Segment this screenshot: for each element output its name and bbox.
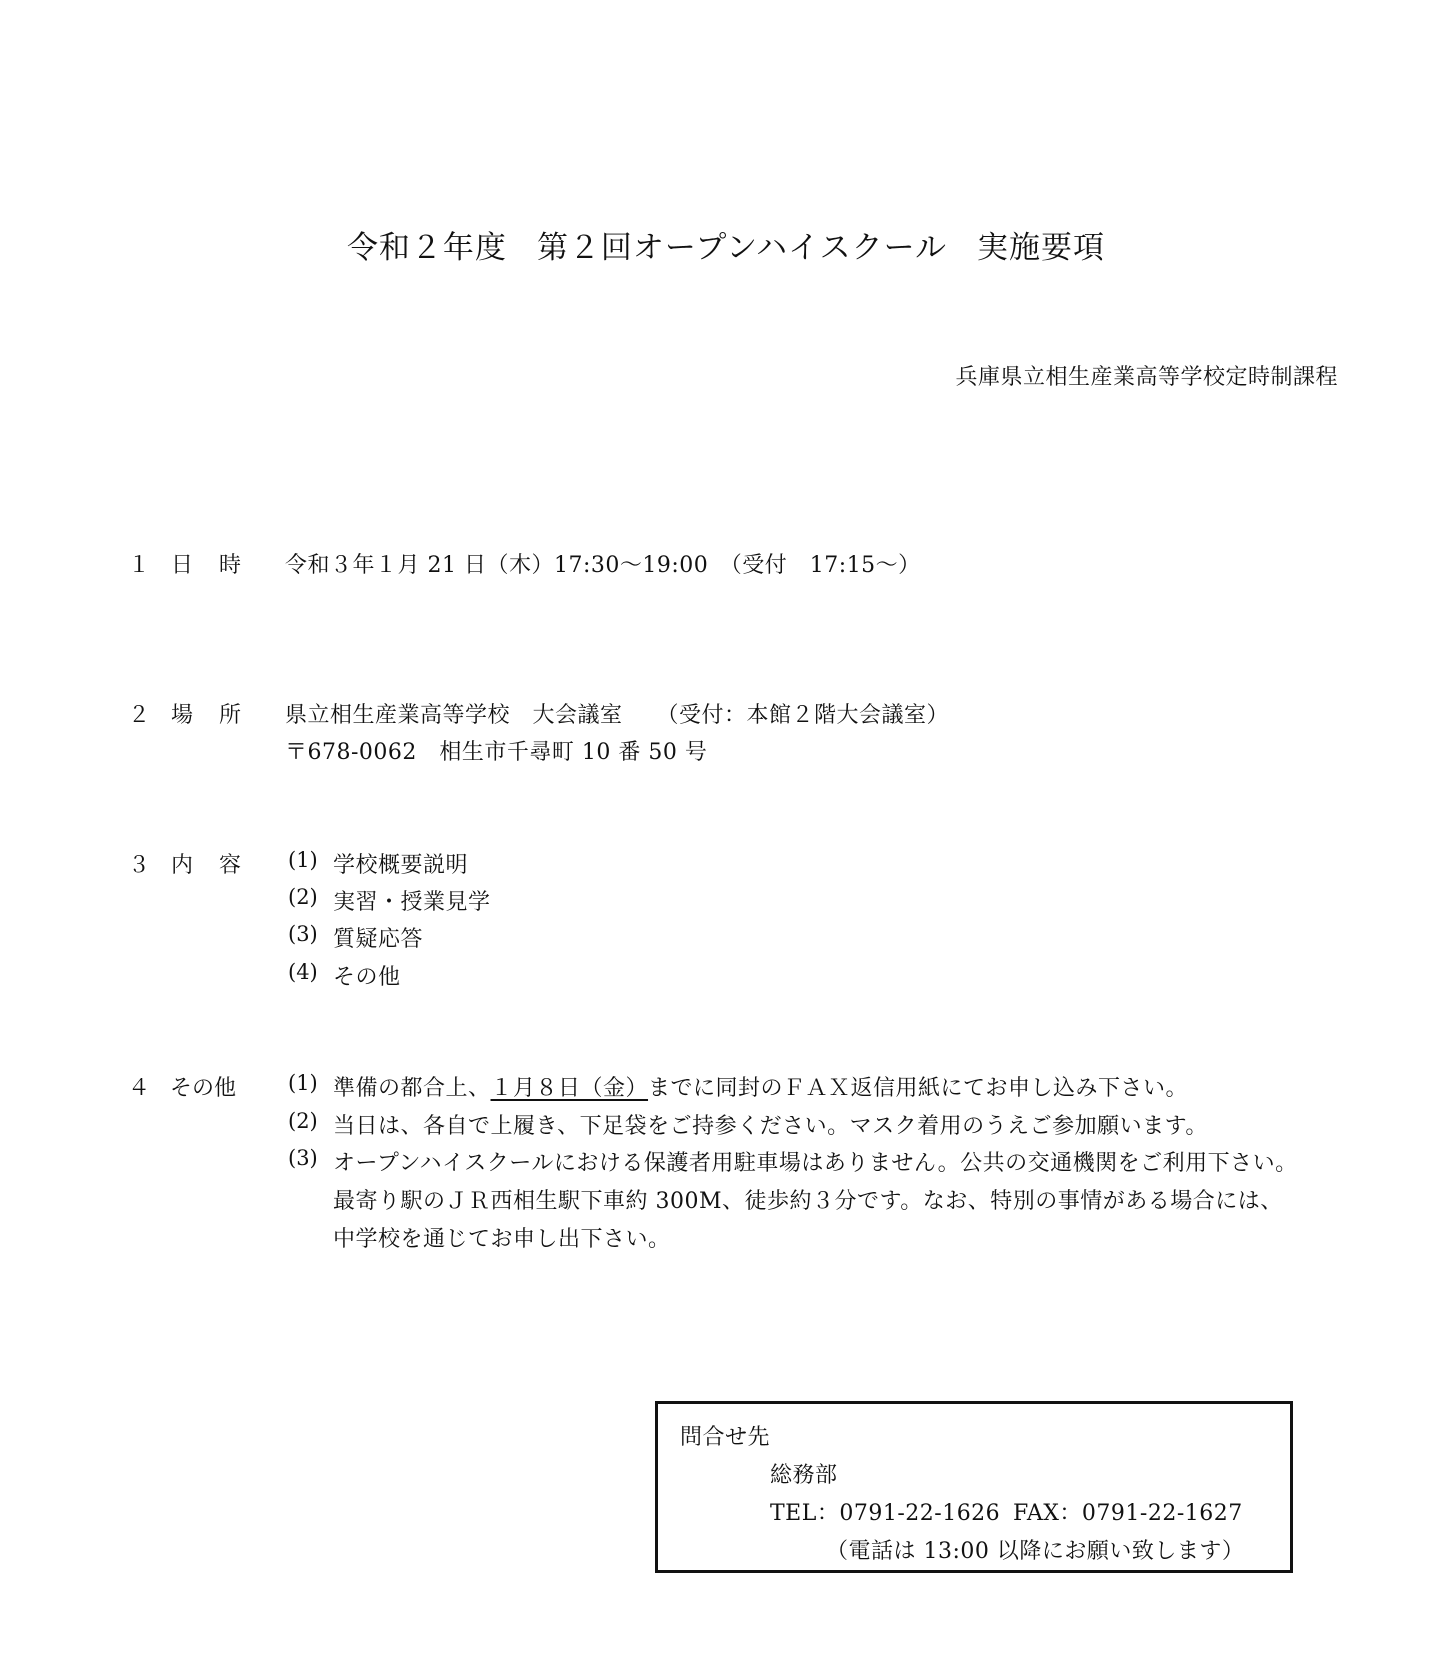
section-2-number: ２ — [128, 703, 151, 728]
section-3-item-4-number: (4) — [288, 960, 318, 984]
section-2-venue: 県立相生産業高等学校 大会議室 （受付：本館２階大会議室） — [285, 703, 950, 728]
section-3-label: 内 容 — [170, 853, 241, 878]
section-3-item-4: その他 — [333, 965, 401, 990]
title-year: 令和２年度 — [346, 230, 507, 266]
section-1-label: 日 時 — [170, 553, 241, 578]
section-4-item-1-number: (1) — [288, 1071, 318, 1095]
section-4-item-2-number: (2) — [288, 1109, 318, 1133]
section-3-item-1: 学校概要説明 — [333, 853, 469, 878]
title-suffix: 実施要項 — [977, 230, 1106, 266]
section-4-number: ４ — [128, 1076, 151, 1101]
section-3-item-2: 実習・授業見学 — [333, 890, 491, 915]
contact-heading: 問合せ先 — [680, 1425, 771, 1450]
section-1-datetime: 令和３年１月 21 日（木）17:30～19:00 （受付 17:15～） — [285, 553, 921, 578]
contact-department: 総務部 — [770, 1463, 838, 1488]
section-4-item-3: オープンハイスクールにおける保護者用駐車場はありません。公共の交通機関をご利用下さい。 — [333, 1151, 1298, 1176]
section-4-item-1: 準備の都合上、１月８日（金）までに同封のＦＡＸ返信用紙にてお申し込み下さい。 — [333, 1076, 1189, 1101]
deadline-date: １月８日（金） — [490, 1076, 649, 1101]
section-2-label: 場 所 — [170, 703, 241, 728]
section-1-number: １ — [128, 553, 151, 578]
section-4-label: その他 — [170, 1076, 237, 1101]
section-2-address: 〒678-0062 相生市千尋町 10 番 50 号 — [285, 740, 708, 765]
section-4-item-3-line-2: 最寄り駅のＪＲ西相生駅下車約 300M、徒歩約３分です。なお、特別の事情がある場合には、 — [333, 1189, 1283, 1214]
contact-note: （電話は 13:00 以降にお願い致します） — [826, 1539, 1245, 1564]
section-3-item-3-number: (3) — [288, 922, 318, 946]
section-3-number: ３ — [128, 853, 151, 878]
section-4-item-3-number: (3) — [288, 1146, 318, 1170]
section-3-item-1-number: (1) — [288, 848, 318, 872]
contact-tel: TEL：0791-22-1626 — [770, 1501, 1001, 1526]
section-3-item-2-number: (2) — [288, 885, 318, 909]
section-4-item-3-line-3: 中学校を通じてお申し出下さい。 — [333, 1227, 671, 1252]
school-name: 兵庫県立相生産業高等学校定時制課程 — [955, 365, 1338, 390]
page-title — [0, 222, 1452, 267]
contact-box — [655, 1401, 1293, 1573]
title-event: 第２回オープンハイスクール — [536, 230, 948, 266]
contact-fax: FAX：0791-22-1627 — [1013, 1501, 1243, 1526]
section-4-item-2: 当日は、各自で上履き、下足袋をご持参ください。マスク着用のうえご参加願います。 — [333, 1114, 1208, 1139]
section-3-item-3: 質疑応答 — [333, 927, 424, 952]
